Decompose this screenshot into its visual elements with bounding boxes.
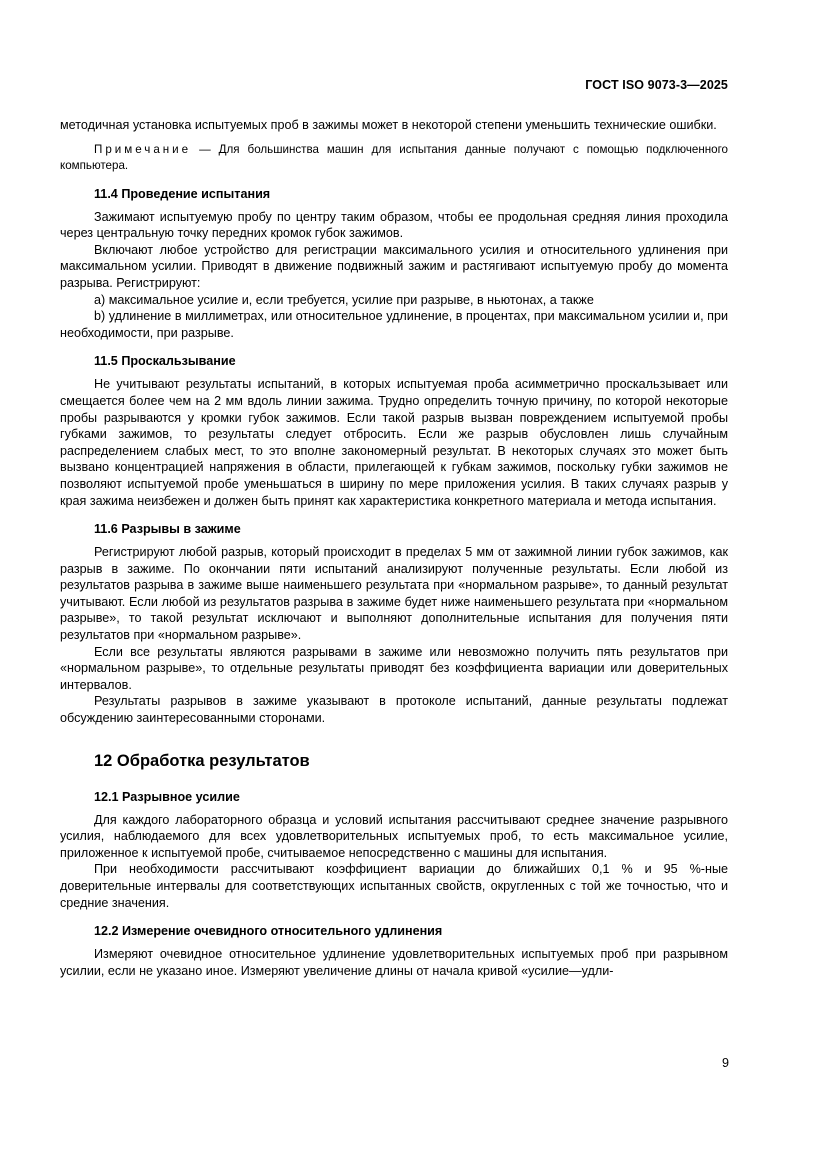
- section-12-heading: 12 Обработка результатов: [94, 751, 310, 770]
- page-number: 9: [721, 1056, 729, 1070]
- list-item-b: b) удлинение в миллиметрах, или относительное удлинение, в процентах, при максимальном усилии и, при необходимости, при разрыве.: [60, 309, 728, 340]
- document-body: [60, 117, 728, 979]
- note-text: — Для большинства машин для испытания данные получают с помощью подключенного компьютера.: [60, 142, 728, 172]
- section-12-2-paragraph-1: Измеряют очевидное относительное удлинение удовлетворительных испытуемых проб при разрывном усилии, если не указано иное. Измеряют увеличение длины от начала кривой «усилие—удли-: [60, 947, 728, 978]
- document-code: ГОСТ ISO 9073-3—2025: [585, 78, 728, 92]
- section-12-2-heading: 12.2 Измерение очевидного относительного удлинения: [94, 924, 443, 939]
- section-11-4-heading: 11.4 Проведение испытания: [94, 186, 271, 201]
- section-11-6-paragraph-1: Регистрируют любой разрыв, который происходит в пределах 5 мм от зажимной линии губок зажимов, как разрыв в зажиме. По окончании пяти испытаний анализируют полученные результаты. Если любой из результатов разрыва в зажиме выше наименьшего результата при «нормальном разрыве», то данный результат учитывают. Если любой из результатов разрыва в зажиме будет ниже наименьшего результата при «нормальном разрыве», то такой результат исключают и выполняют дополнительные испытания для получения пяти результатов при «нормальном разрыве».: [60, 545, 728, 643]
- section-11-6-heading: 11.6 Разрывы в зажиме: [94, 522, 241, 537]
- section-11-4-paragraph-2: Включают любое устройство для регистрации максимального усилия и относительного удлинения при максимальном усилии. Приводят в движение подвижный зажим и растягивают испытуемую пробу до момента разрыва. Регистрируют:: [60, 242, 728, 290]
- intro-paragraph: методичная установка испытуемых проб в зажимы может в некоторой степени уменьшить технические ошибки.: [60, 118, 717, 132]
- section-11-6-paragraph-2: Если все результаты являются разрывами в зажиме или невозможно получить пять результатов при «нормальном разрыве», то отдельные результаты приводят без коэффициента вариации или доверительных интервалов.: [60, 644, 728, 692]
- note-label: Примечание: [94, 142, 192, 156]
- section-12-1-paragraph-2: При необходимости рассчитывают коэффициент вариации до ближайших 0,1 % и 95 %-ные доверительные интервалы для соответствующих испытанных свойств, округленных с той же точностью, что и средние значения.: [60, 862, 728, 910]
- note: [60, 142, 728, 174]
- section-11-6-paragraph-3: Результаты разрывов в зажиме указывают в протоколе испытаний, данные результаты подлежат обсуждению заинтересованными сторонами.: [60, 694, 728, 726]
- section-11-4-paragraph-1: Зажимают испытуемую пробу по центру таким образом, чтобы ее продольная средняя линия проходила через центральную точку передних кромок губок зажимов.: [60, 209, 728, 241]
- section-12-1-heading: 12.1 Разрывное усилие: [94, 789, 240, 804]
- list-item-a: a) максимальное усилие и, если требуется, усилие при разрыве, в ньютонах, а также: [94, 292, 594, 307]
- section-12-1-paragraph-1: Для каждого лабораторного образца и условий испытания рассчитывают среднее значение разрывного усилия, наблюдаемого для всех удовлетворительных испытуемых проб, то есть максимальное усилие, приложенное к испытуемой пробе, считываемое непосредственно с машины для испытания.: [60, 812, 728, 860]
- section-11-5-paragraph-1: Не учитывают результаты испытаний, в которых испытуемая проба асимметрично проскальзывает или смещается более чем на 2 мм вдоль линии зажима. Трудно определить точную причину, по которой некоторые пробы разрываются у кромки губок зажимов. Если такой разрыв вызван повреждением испытуемой пробы губками зажимов, то результаты следует отбросить. Если же разрыв обусловлен лишь случайным распределением слабых мест, то это вполне закономерный результат. В некоторых случаях это может быть вызвано концентрацией напряжения в области, прилегающей к губкам зажимов, поскольку губки зажимов не позволяют испытуемой пробе уменьшаться в ширину по мере приложения усилия. В таких случаях разрыв у края зажима неизбежен и должен быть принят как характеристика конкретного материала и метода испытания.: [60, 377, 728, 508]
- section-11-5-heading: 11.5 Проскальзывание: [94, 354, 236, 369]
